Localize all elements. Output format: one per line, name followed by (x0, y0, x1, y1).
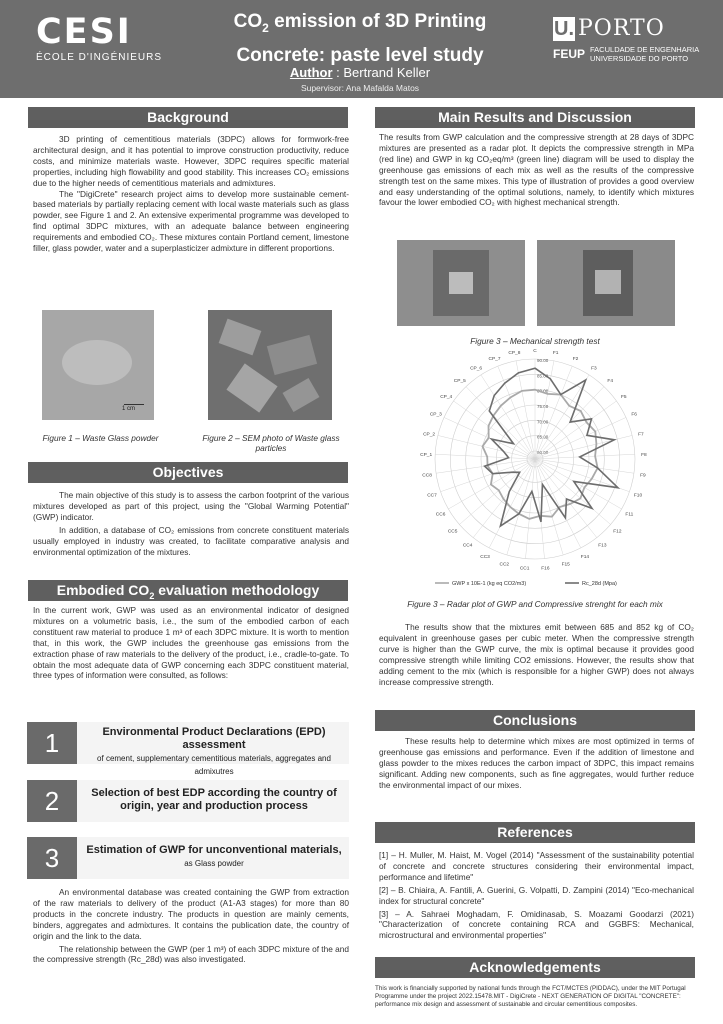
radar-ring-label: 65.00 (537, 434, 549, 440)
radar-category-label: CC2 (499, 562, 510, 568)
background-p2: The "DigiCrete" research project aims to develop more sustainable cement-based materials by partially replacing cement with local waste materials such as glass powder, see Figure 1 and 2. An extensive experimental programme was developed to find optimal 3DPC mixtures, with an adequate balance between engineering requirements and embodied CO₂. These mixtures contain Portland cement, limestone filler, glass powder, water and a superplasticizer admixture in different proportions. (33, 188, 349, 254)
feup-sub1: FACULDADE DE ENGENHARIA (590, 45, 700, 54)
results-p2-text: The results show that the mixtures emit between 685 and 852 kg of CO₂ equivalent in greenhouse gases per cubic meter. When the compressive strength curve is higher than the GWP curve, the mix is optimal because it provides good compressive strength while limiting CO2 emissions. However, the results show that adding cement to the mix (which is responsible for a higher GWP) does not always increase compressive strength. (379, 622, 694, 687)
methodology-heading (28, 580, 348, 601)
title-line2: Concrete: paste level study (236, 44, 484, 66)
radar-category-label: CP_7 (488, 356, 501, 362)
radar-category-label: C (533, 349, 537, 354)
step-number: 3 (44, 843, 60, 873)
background-text (33, 134, 349, 254)
glass-powder-heap (62, 340, 132, 385)
radar-category-label: CP_8 (508, 350, 521, 356)
radar-category-label: F9 (640, 473, 646, 479)
method-step-2 (27, 780, 349, 822)
figure1-caption: Figure 1 – Waste Glass powder (42, 433, 159, 443)
step-number: 1 (44, 728, 60, 758)
step-title: Estimation of GWP for unconventional materials, (86, 844, 342, 856)
objectives-heading: Objectives (28, 462, 348, 483)
radar-ring-label: 60.00 (537, 450, 549, 455)
methodology-heading-pre: Embodied CO (56, 582, 150, 598)
radar-category-label: F13 (598, 543, 607, 549)
figure2-caption: Figure 2 – SEM photo of Waste glass particles (202, 433, 340, 453)
radar-category-label: F1 (552, 350, 559, 356)
radar-category-label: F15 (561, 562, 570, 568)
radar-category-label: CP_4 (440, 394, 453, 400)
title-line1-rest: emission of 3D Printing (268, 11, 487, 32)
step-title: Selection of best EDP according the country of origin, year and production process (91, 787, 337, 812)
background-heading: Background (28, 107, 348, 128)
title-co-sub: 2 (262, 20, 269, 35)
radar-ring-label: 70.00 (537, 419, 549, 425)
reference-item: [1] – H. Muller, M. Haist, M. Vogel (2014) "Assessment of the sustainability potential of concrete and concrete structures considering their environmental impact, performance and lifetime" (379, 850, 694, 882)
conclusions-p1: These results help to determine which mixes are most optimized in terms of greenhouse gas emissions and performance. Even if the addition of limestone and glass powder to the mixes reduces the carbon impact of 3DPC, this impact remains significant. Adding new components, such as fine aggregates, would further reduce the environmental impact of our mixes. (379, 736, 694, 790)
methodology-p1: In the current work, GWP was used as an environmental indicator of designed mixtures on a volumetric basis, i.e., the sum of the embodied carbon of each constituent raw material to produce 1 m³ of each 3DPC mixture. It is worth to mention that, in this work, the GWP includes the greenhouse gas emissions from the extraction phase of raw materials to the delivery of the product, i.e., cradle-to-gate. To obtain the most adequate data of GWP concerning each 3DPC constituent material, three types of information were consulted, as follows: (33, 605, 349, 681)
uporto-name: PORTO (578, 16, 665, 41)
supervisor-line: Supervisor: Ana Mafalda Matos (300, 83, 420, 93)
acknowledgements-text: This work is financially supported by national funds through the FCT/MCTES (PIDDAC), under the MIT Portugal Programme under the project 2022.15478.MIT - DigiCrete - NEXT GENERATION OF DIGITAL "CONCRETE": performance mix design and assessment of sustainable and circular cementitious composites. (375, 985, 686, 1008)
scale-bar (124, 404, 144, 405)
method-step-3 (27, 837, 349, 879)
cesi-logo (36, 14, 162, 63)
radar-category-label: CC6 (435, 512, 446, 518)
radar-chart (375, 347, 695, 597)
radar-category-label: CP_1 (420, 452, 433, 458)
reference-item: [2] – B. Chiaira, A. Fantili, A. Guerini, G. Volpatti, D. Zampini (2014) "Eco-mechanical index for structural concrete" (379, 884, 694, 906)
radar-ring-label: 80.00 (537, 388, 549, 394)
radar-ring-label: 75.00 (537, 404, 549, 409)
step-title: Environmental Product Declarations (EPD) assessment (102, 726, 326, 751)
specimen (595, 270, 621, 294)
cesi-logo-text: CESI (36, 12, 132, 52)
feup-subtitle (590, 45, 699, 63)
radar-category-label: CC8 (422, 473, 432, 479)
figure3-photo-left (397, 240, 525, 326)
conclusions-heading: Conclusions (375, 710, 695, 731)
sem-particle (283, 378, 320, 412)
uporto-u-mark: U. (554, 17, 574, 40)
background-p1: 3D printing of cementitious materials (3DPC) allows for formwork-free architectural design, and it has potential to improve construction productivity, reduce costs, and minimize materials waste. However, 3DPC requires specific material properties, including high flowability and good stability. This increases CO₂ emissions due to the higher needs of cementitious materials and admixtures. (33, 134, 349, 188)
objectives-text (33, 490, 349, 557)
sem-particle (267, 335, 317, 375)
radar-category-label: CC1 (519, 566, 530, 572)
radar-category-label: CP_6 (470, 366, 483, 372)
title-co: CO (233, 11, 263, 32)
radar-category-label: F12 (613, 529, 622, 535)
radar-ring-label: 85.00 (537, 373, 549, 379)
figure1-scale-label: 1 cm (122, 406, 136, 412)
figure1-photo (42, 310, 154, 420)
radar-category-label: CC7 (427, 493, 437, 499)
legend-label: Rc_28d (Mpa) (582, 581, 617, 587)
poster-header (0, 0, 723, 98)
feup-mark: FEUP (553, 47, 586, 61)
radar-category-label: F5 (620, 394, 627, 400)
poster-title (200, 8, 520, 69)
methodology-text-2 (33, 887, 349, 965)
sem-particle (226, 363, 277, 412)
author-line (200, 65, 520, 80)
results-p1: The results from GWP calculation and the compressive strength at 28 days of 3DPC mixtures are presented as a radar plot. It depicts the compressive strength in MPa (red line) and GWP in kg CO₂eq/m³ (green line) diagram will be used to display the greenhouse gas emissions of each mix as well as the results of the compressive strength test on the same mixes. This type of illustration of provides a good overview and easy understanding of the optimal solutions, namely, to identify which mixtures favour the lower embodied CO₂ with highest mechanical strength. (379, 132, 694, 208)
radar-category-label: CC5 (447, 529, 458, 535)
methodology-p3: The relationship between the GWP (per 1 m³) of each 3DPC mixture of the and the compressive strength (Rc_28d) was also investigated. (33, 943, 349, 965)
methodology-heading-post: evaluation methodology (154, 582, 320, 598)
sem-particle (219, 319, 262, 356)
radar-ring-label: 90.00 (537, 358, 549, 363)
conclusions-text (379, 736, 694, 791)
radar-category-label: F4 (607, 379, 614, 385)
step-number: 2 (44, 786, 60, 816)
radar-category-label: F6 (631, 412, 637, 418)
objectives-p1: The main objective of this study is to assess the carbon footprint of the various mixtures developed as part of this project, using the "Global Warming Potential" (GWP) indicator. (33, 490, 349, 522)
radar-category-label: CC4 (462, 543, 473, 549)
author-name: : Bertrand Keller (332, 65, 431, 80)
acknowledgements-heading: Acknowledgements (375, 957, 695, 978)
method-step-1 (27, 722, 349, 776)
step-subtitle: of cement, supplementary cementitious materials, aggregates and admixutres (97, 754, 331, 776)
radar-category-label: F7 (638, 432, 644, 438)
figure2-sem-photo (208, 310, 332, 420)
radar-spoke (454, 401, 535, 459)
legend-label: GWP x 10E-1 (kg eq CO2/m3) (452, 581, 527, 587)
figure3-mech-caption: Figure 3 – Mechanical strength test (470, 336, 600, 346)
references-heading: References (375, 822, 695, 843)
radar-category-label: F10 (633, 493, 643, 499)
specimen (449, 272, 473, 294)
radar-category-label: F2 (572, 356, 579, 362)
references-list (379, 850, 694, 943)
author-label: Author (289, 65, 333, 80)
radar-category-label: F14 (580, 554, 590, 560)
radar-category-label: CP_5 (453, 379, 466, 385)
radar-category-label: F16 (541, 566, 550, 572)
radar-category-label: CC3 (480, 554, 490, 560)
radar-category-label: CP_2 (423, 432, 436, 438)
reference-item: [3] – A. Sahraei Moghadam, F. Omidinasab, S. Moazami Goodarzi (2021) "Characterization of concrete containing RCA and GGBFS: Mechanical, microstructural and environmental properties" (379, 908, 694, 941)
results-heading: Main Results and Discussion (375, 107, 695, 128)
figure3-radar-caption: Figure 3 – Radar plot of GWP and Compressive strenght for each mix (407, 599, 663, 609)
feup-sub2: UNIVERSIDADE DO PORTO (590, 54, 689, 63)
objectives-p2: In addition, a database of CO₂ emissions from concrete constituent materials usually employed in industry was created, to facilitate comparative analysis and environmental optimization of the mixtures. (33, 524, 349, 557)
radar-spoke (459, 459, 535, 524)
methodology-heading-sub: 2 (149, 590, 155, 601)
radar-category-label: F3 (591, 366, 597, 372)
methodology-p2: An environmental database was created containing the GWP from extraction of the raw materials to delivery of the product (A1-A3 stages) for more than 80 products in the concrete industry. The products in question are mainly cements, binders, aggregates and admixtures. It contains the publication date, the country of origin and the link to the data. (33, 887, 349, 941)
results-p2 (379, 622, 694, 687)
uporto-logo (553, 16, 699, 63)
radar-category-label: F8 (641, 452, 647, 458)
radar-category-label: CP_3 (429, 412, 442, 418)
radar-category-label: F11 (625, 512, 634, 518)
figure3-photo-right (537, 240, 675, 326)
step-subtitle: as Glass powder (184, 859, 244, 868)
cesi-logo-subtitle: ÉCOLE D'INGÉNIEURS (36, 52, 163, 63)
